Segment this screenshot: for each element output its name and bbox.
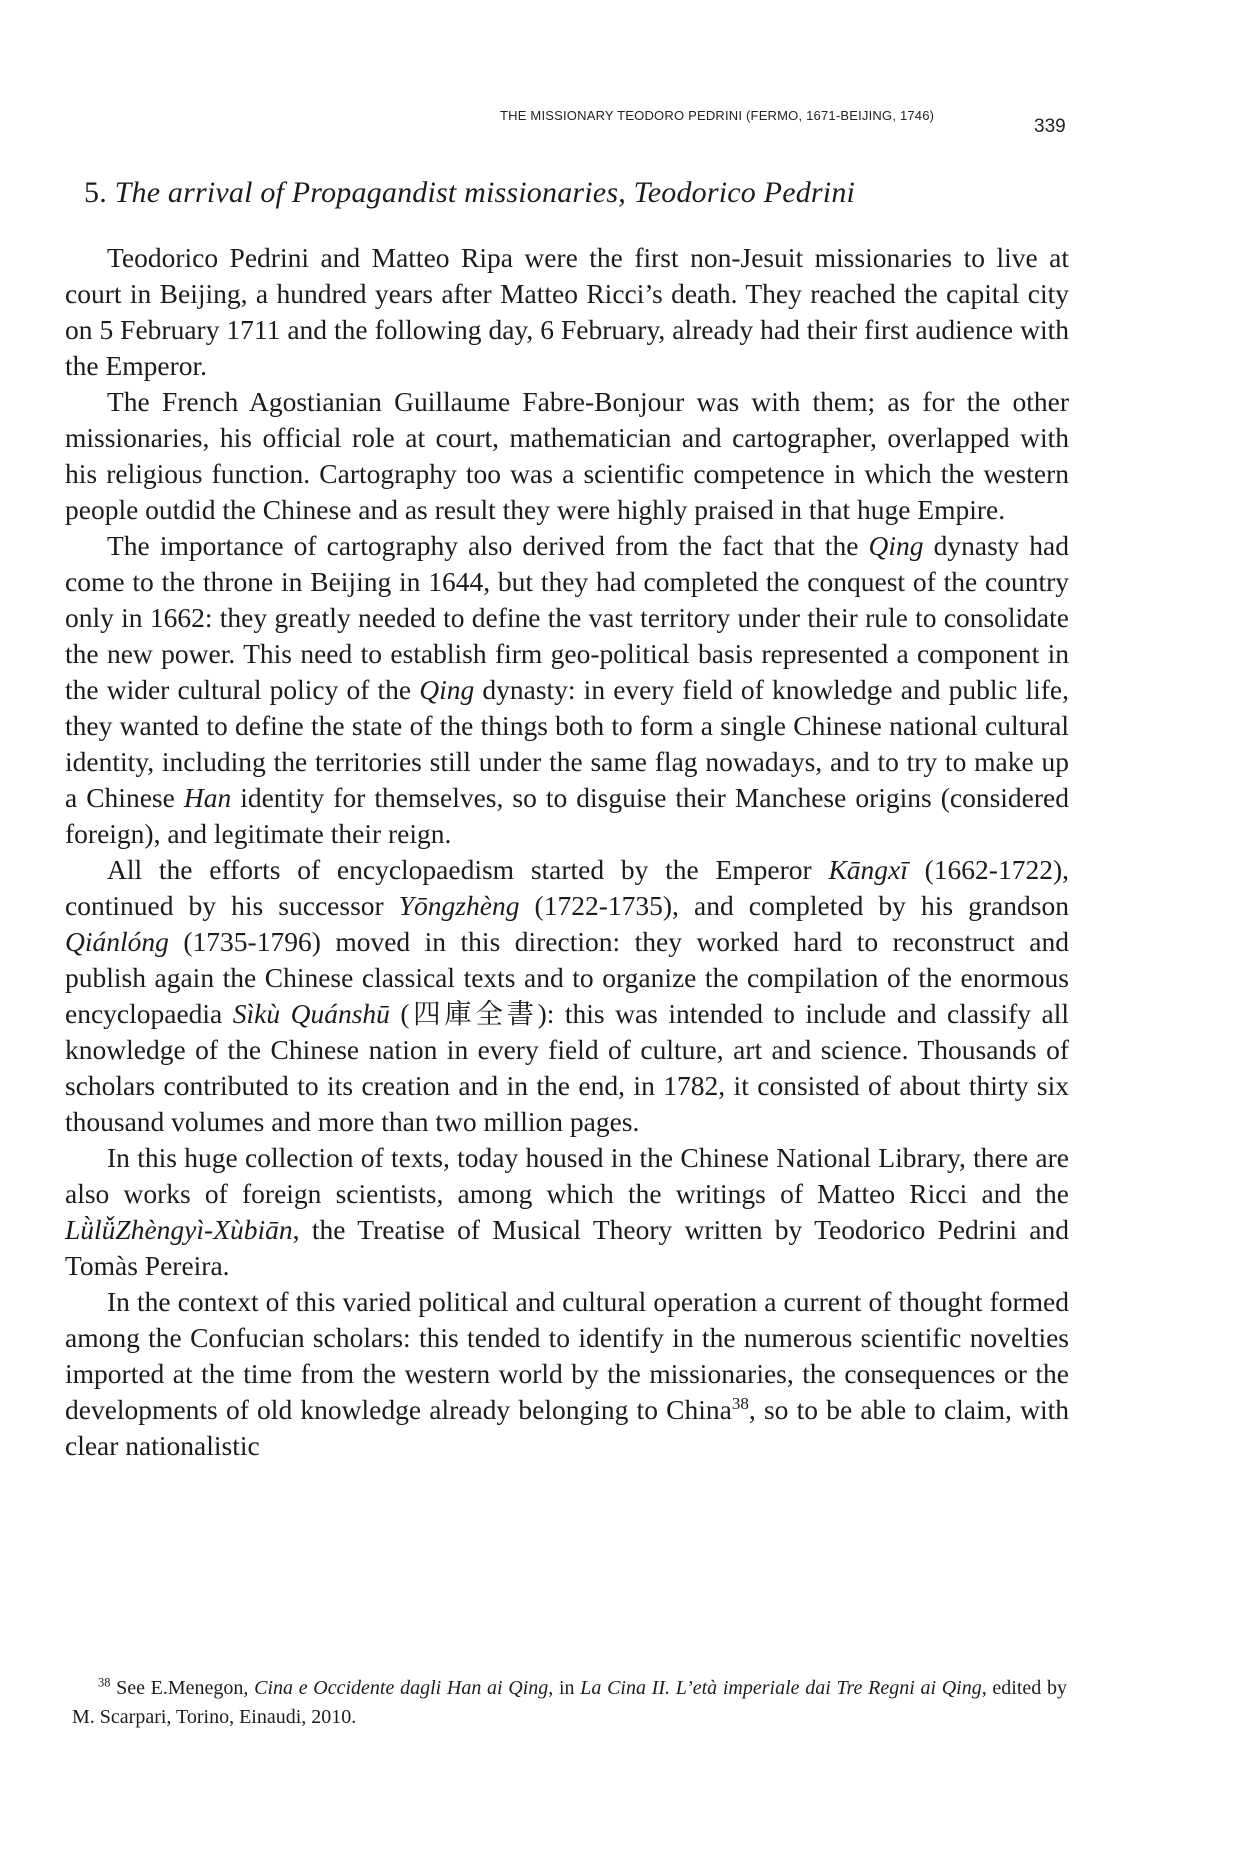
text-run: (1722-1735), and completed by his grandson (519, 890, 1069, 921)
text-run: , edited by M. Scarpari, Torino, Einaudi, 2010. (72, 1677, 1067, 1728)
paragraph-2: The French Agostianian Guillaume Fabre-Bonjour was with them; as for the other missionaries, his official role at court, mathematician and cartographer, overlapped with his religious function. Cartography too was a scientific competence in which the western people outdid the Chinese and as result they were highly praised in that huge Empire. (65, 386, 1069, 525)
italic-term: Kāngxī (828, 854, 908, 885)
text-run: See E.Menegon, (110, 1677, 255, 1699)
italic-term: Qiánlóng (65, 926, 169, 957)
text-run: (四庫全書): this was intended to include and classify all knowledge of the Chinese nation in every field of culture, art and science. Thousands of scholars contributed to its creation and in the end, in 1782, it consisted of about thirty six thousand volumes and more than two million pages. (65, 998, 1069, 1137)
text-run: dynasty had come to the throne in Beijing in 1644, but they had completed the conquest of the country only in 1662: they greatly needed to define the vast territory under their rule to consolidate the new power. This need to establish firm geo-political basis represented a component in the wider cultural policy of the (65, 530, 1069, 705)
text-run: , the Treatise of Musical Theory written by Teodorico Pedrini and Tomàs Pereira. (65, 1214, 1069, 1281)
italic-title: Cina e Occidente dagli Han ai Qing (254, 1677, 549, 1699)
section-title: The arrival of Propagandist missionaries, Teodorico Pedrini (114, 176, 856, 209)
text-run: In the context of this varied political and cultural operation a current of thought formed among the Confucian scholars: this tended to identify in the numerous scientific novelties imported at the time from the western world by the missionaries, the consequences or the developments of old knowledge already belonging to China (65, 1286, 1069, 1425)
text-run: The importance of cartography also derived from the fact that the (107, 530, 869, 561)
text-run: , so to be able to claim, with clear nationalistic (65, 1394, 1069, 1461)
text-run: (1662-1722), continued by his successor (65, 854, 1069, 921)
text-run: identity for themselves, so to disguise their Manchese origins (considered foreign), and legitimate their reign. (65, 782, 1069, 849)
text-run: All the efforts of encyclopaedism started by the Emperor (107, 854, 829, 885)
paragraph-6 (65, 1284, 1069, 1464)
text-run: , in (548, 1677, 581, 1699)
footnote-38 (72, 1674, 1067, 1732)
italic-term: Yōngzhèng (398, 890, 520, 921)
paragraph-3 (65, 528, 1069, 852)
footnote-reference[interactable]: 38 (731, 1393, 749, 1413)
paragraph-5 (65, 1140, 1069, 1284)
section-heading (84, 176, 1084, 210)
italic-term: Qing (868, 530, 924, 561)
italic-term: Qing (419, 674, 475, 705)
page-number: 339 (1034, 116, 1066, 137)
italic-term: Han (183, 782, 232, 813)
paragraph-1: Teodorico Pedrini and Matteo Ripa were the first non-Jesuit missionaries to live at court in Beijing, a hundred years after Matteo Ricci’s death. They reached the capital city on 5 February 1711 and the following day, 6 February, already had their first audience with the Emperor. (65, 242, 1069, 381)
section-number: 5. (84, 176, 107, 209)
running-head: THE MISSIONARY TEODORO PEDRINI (FERMO, 1671-BEIJING, 1746) (500, 108, 935, 123)
italic-title: La Cina II. L’età imperiale dai Tre Regni ai Qing (580, 1677, 982, 1699)
italic-term: Sìkù Quánshū (232, 998, 390, 1029)
text-run: In this huge collection of texts, today housed in the Chinese National Library, there are also works of foreign scientists, among which the writings of Matteo Ricci and the (65, 1142, 1069, 1209)
italic-term: LǜlǚZhèngyì-Xùbiān (65, 1214, 293, 1245)
text-run: (1735-1796) moved in this direction: they worked hard to reconstruct and publish again the Chinese classical texts and to organize the compilation of the enormous encyclopaedia (65, 926, 1069, 1029)
text-run: dynasty: in every field of knowledge and public life, they wanted to define the state of the things both to form a single Chinese national cultural identity, including the territories still under the same flag nowadays, and to try to make up a Chinese (65, 674, 1069, 813)
body-text (65, 240, 1069, 1464)
footnote-number: 38 (98, 1675, 111, 1690)
paragraph-4 (65, 852, 1069, 1140)
